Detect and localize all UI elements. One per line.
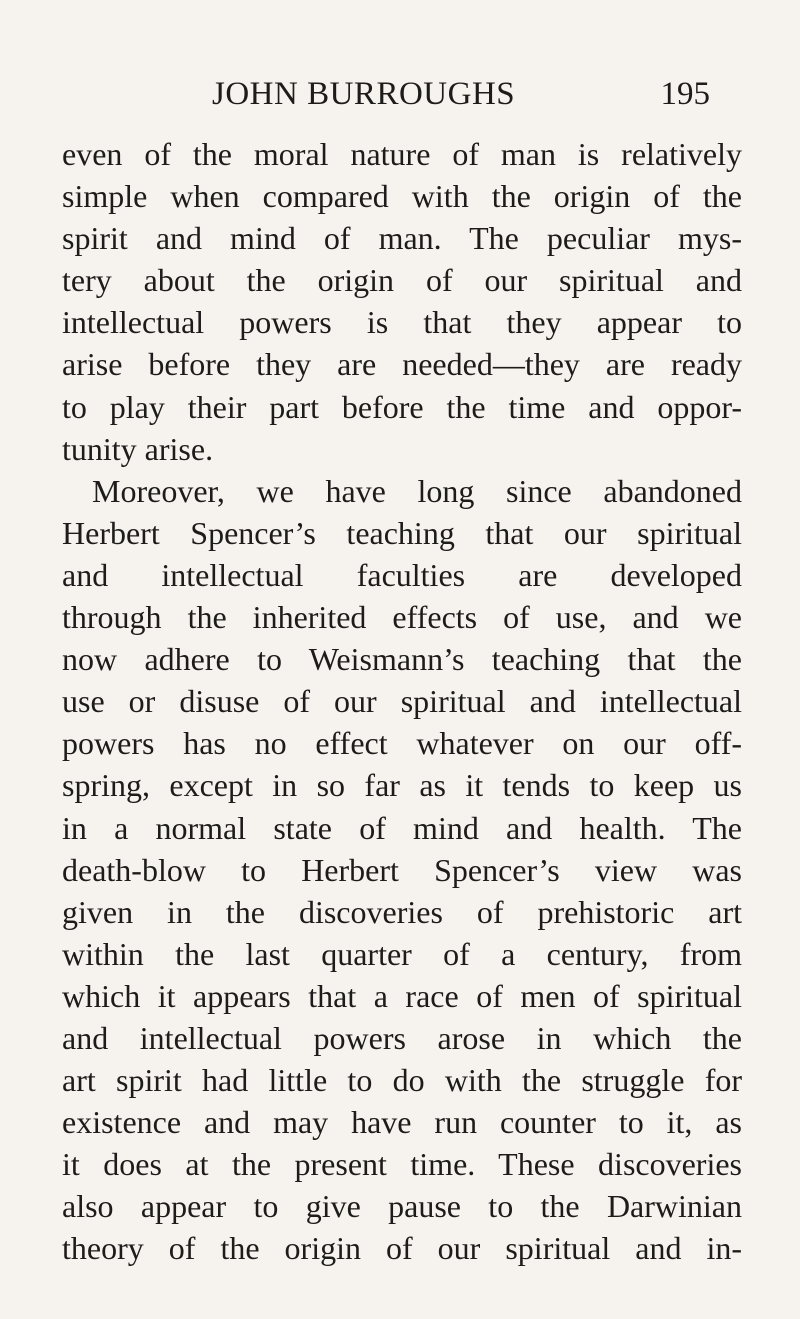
text-line: existence and may have run counter to it, as: [62, 1104, 742, 1141]
text-line: theory of the origin of our spiritual and in-: [62, 1230, 742, 1267]
text-line: tery about the origin of our spiritual and: [62, 262, 742, 299]
text-line: in a normal state of mind and health. The: [62, 809, 742, 846]
text-line: simple when compared with the origin of the: [62, 178, 742, 215]
text-line: spring, except in so far as it tends to keep us: [62, 767, 742, 804]
text-line: which it appears that a race of men of spiritual: [62, 977, 742, 1014]
text-line: Herbert Spencer’s teaching that our spiritual: [62, 514, 742, 551]
text-line: intellectual powers is that they appear to: [62, 304, 742, 341]
text-line: tunity arise.: [62, 430, 214, 467]
text-line: death-blow to Herbert Spencer’s view was: [62, 851, 742, 888]
text-line: through the inherited effects of use, and we: [62, 599, 742, 636]
running-title: JOHN BURROUGHS: [212, 76, 516, 112]
text-line: and intellectual faculties are developed: [62, 556, 742, 593]
text-line: it does at the present time. These discoveries: [62, 1146, 742, 1183]
text-line: within the last quarter of a century, from: [62, 935, 742, 972]
text-line: art spirit had little to do with the struggle for: [62, 1062, 742, 1099]
text-line: powers has no effect whatever on our off-: [62, 725, 742, 762]
page-number: 195: [660, 76, 710, 112]
text-line: given in the discoveries of prehistoric art: [62, 893, 742, 930]
running-head: [212, 72, 710, 116]
body-text: [62, 133, 742, 1270]
text-line: spirit and mind of man. The peculiar mys-: [62, 220, 742, 257]
text-line: Moreover, we have long since abandoned: [92, 472, 742, 509]
text-line: now adhere to Weismann’s teaching that the: [62, 641, 742, 678]
text-line: also appear to give pause to the Darwinian: [62, 1188, 742, 1225]
text-line: and intellectual powers arose in which the: [62, 1019, 742, 1056]
text-line: to play their part before the time and oppor-: [62, 388, 742, 425]
text-line: use or disuse of our spiritual and intellectual: [62, 683, 742, 720]
text-line: arise before they are needed—they are ready: [62, 346, 742, 383]
text-line: even of the moral nature of man is relatively: [62, 136, 742, 172]
